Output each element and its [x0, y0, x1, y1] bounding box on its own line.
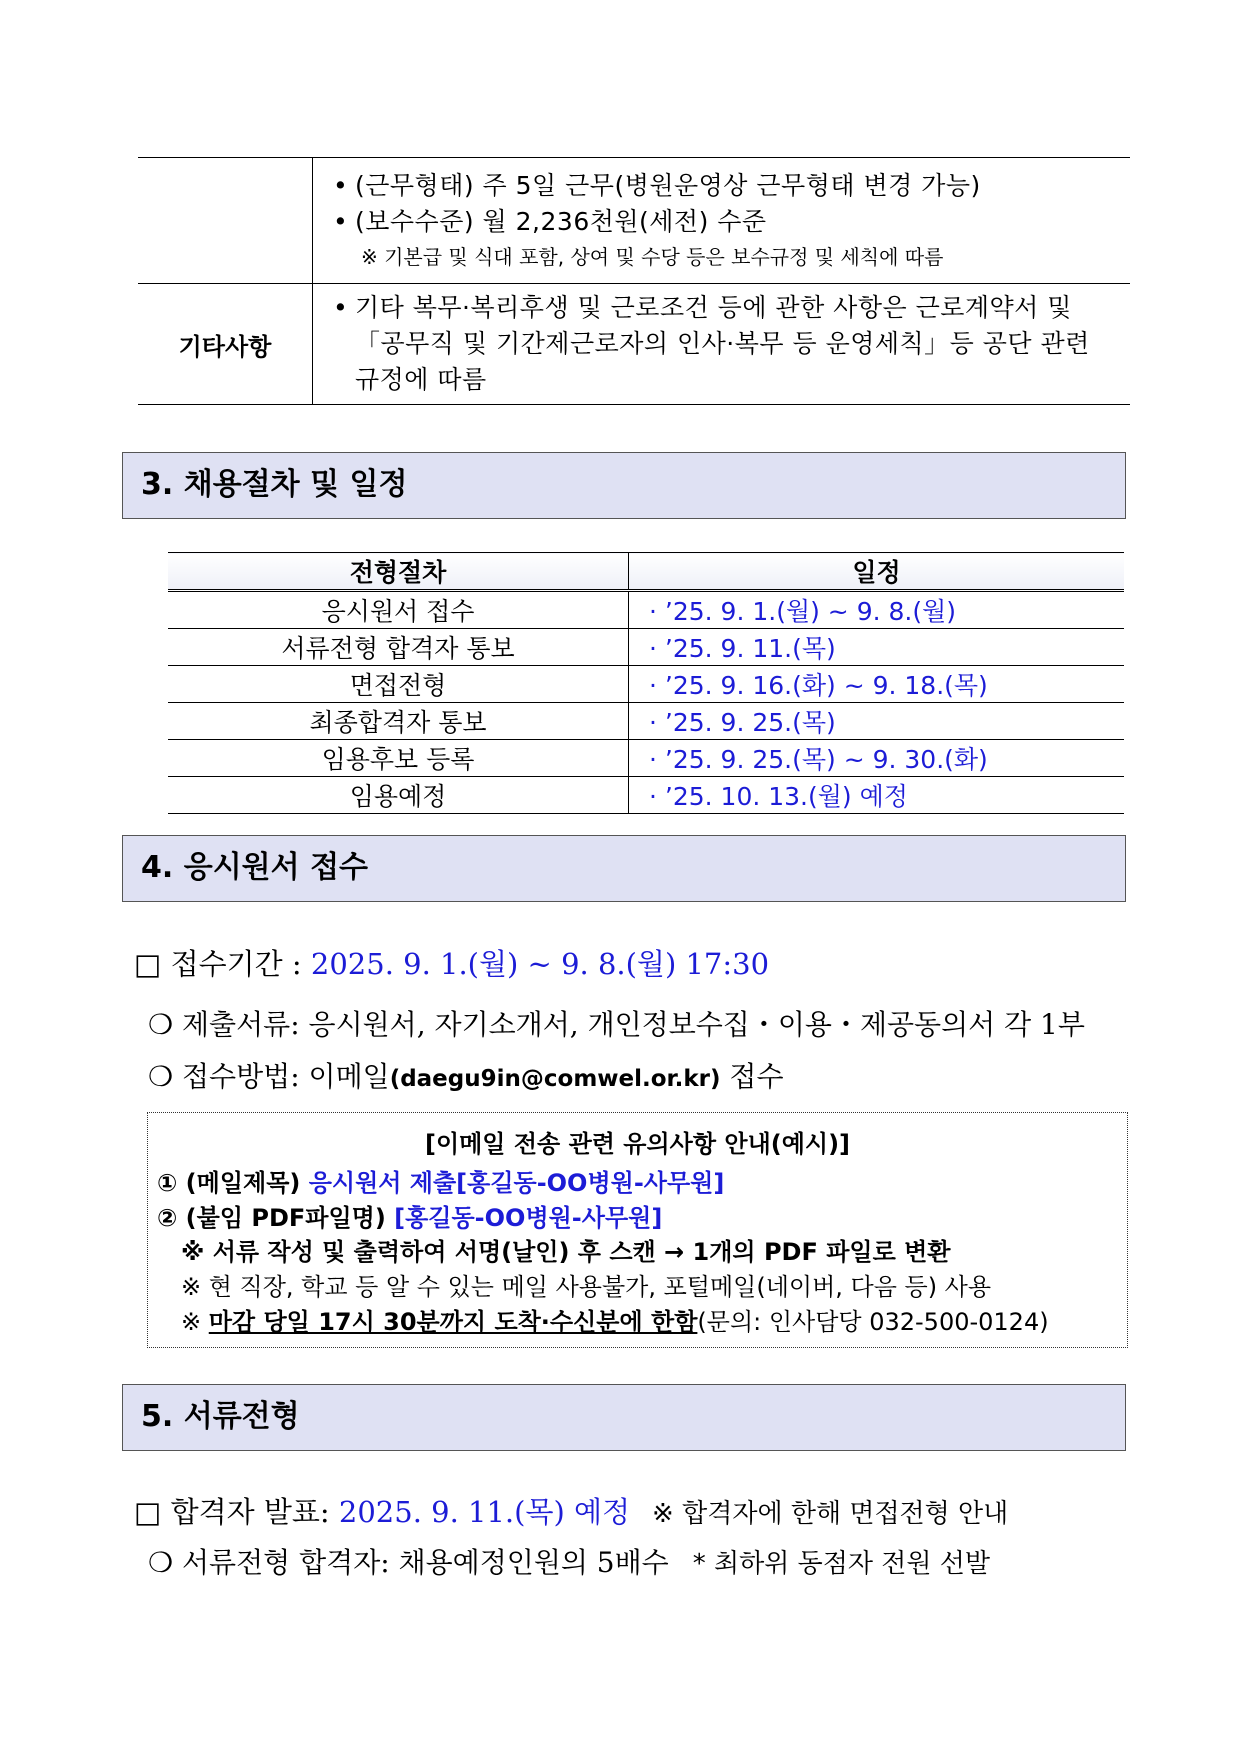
deadline-note-prefix: ※	[181, 1308, 209, 1336]
email-subject-label: ① (메일제목)	[157, 1169, 309, 1197]
pdf-filename-label: ② (붙임 PDF파일명)	[157, 1204, 395, 1232]
schedule-date: · ’25. 9. 25.(목) ~ 9. 30.(화)	[629, 740, 1125, 777]
schedule-date: · ’25. 9. 1.(월) ~ 9. 8.(월)	[629, 591, 1125, 629]
table-row	[168, 591, 1124, 629]
table-row	[168, 740, 1124, 777]
schedule-step: 응시원서 접수	[168, 591, 629, 629]
empty-label-cell	[138, 158, 313, 284]
email-notice-title: [이메일 전송 관련 유의사항 안내(예시)]	[424, 1130, 851, 1158]
email-subject-item	[157, 1163, 724, 1198]
email-restriction-note: ※ 현 직장, 학교 등 알 수 있는 메일 사용불가, 포털메일(네이버, 다음 등) 사용	[181, 1273, 992, 1301]
pass-announcement-value: 2025. 9. 11.(목) 예정	[338, 1495, 631, 1529]
application-period-value: 2025. 9. 1.(월) ~ 9. 8.(월) 17:30	[310, 947, 770, 981]
schedule-date: · ’25. 10. 13.(월) 예정	[629, 777, 1125, 814]
application-method	[148, 1055, 784, 1095]
other-matters-label: 기타사항	[138, 284, 313, 405]
section-5-header: 5. 서류전형	[122, 1384, 1126, 1451]
schedule-header-row	[168, 553, 1124, 591]
salary-bullet: • (보수수준) 월 2,236천원(세전) 수준	[333, 206, 767, 236]
other-matters-line1: • 기타 복무·복리후생 및 근로조건 등에 관한 사항은 근로계약서 및	[333, 293, 1072, 322]
deadline-note-bold: 마감 당일 17시 30분까지 도착·수신분에 한함	[208, 1308, 698, 1336]
application-method-label: ❍ 접수방법: 이메일	[148, 1060, 390, 1093]
schedule-header-step: 전형절차	[168, 553, 629, 591]
section-4-header: 4. 응시원서 접수	[122, 835, 1126, 902]
salary-note: ※ 기본급 및 식대 포함, 상여 및 수당 등은 보수규정 및 세칙에 따름	[361, 244, 944, 269]
document-screening-pass	[148, 1541, 990, 1581]
schedule-step: 최종합격자 통보	[168, 703, 629, 740]
schedule-date: · ’25. 9. 25.(목)	[629, 703, 1125, 740]
deadline-note	[181, 1302, 1049, 1337]
required-documents: ❍ 제출서류: 응시원서, 자기소개서, 개인정보수집・이용・제공동의서 각 1부	[148, 1008, 1085, 1041]
application-period	[134, 942, 769, 983]
email-subject-value: 응시원서 제출[홍길동-OO병원-사무원]	[308, 1169, 725, 1197]
pass-announcement-label: □ 합격자 발표:	[134, 1495, 339, 1529]
work-conditions-cell	[313, 158, 1131, 284]
work-type-bullet: • (근무형태) 주 5일 근무(병원운영상 근무형태 변경 가능)	[333, 170, 981, 200]
email-notice-box	[147, 1112, 1128, 1348]
document-screening-pass-text: ❍ 서류전형 합격자: 채용예정인원의 5배수	[148, 1546, 669, 1579]
tie-note: * 최하위 동점자 전원 선발	[692, 1549, 990, 1579]
conditions-table	[138, 157, 1130, 405]
schedule-table	[168, 552, 1124, 814]
application-email: (daegu9in@comwel.or.kr)	[389, 1066, 721, 1092]
other-matters-cell	[313, 284, 1131, 405]
schedule-step: 면접전형	[168, 666, 629, 703]
table-row	[168, 703, 1124, 740]
table-row	[168, 666, 1124, 703]
table-row	[168, 629, 1124, 666]
pdf-filename-value: [홍길동-OO병원-사무원]	[394, 1204, 663, 1232]
schedule-step: 임용후보 등록	[168, 740, 629, 777]
pass-announcement	[134, 1490, 1008, 1531]
schedule-header-date: 일정	[629, 553, 1125, 591]
other-matters-line2: 「공무직 및 기간제근로자의 인사·복무 등 운영세칙」등 공단 관련	[355, 329, 1090, 358]
table-row	[168, 777, 1124, 814]
pass-announcement-note: ※ 합격자에 한해 면접전형 안내	[652, 1499, 1009, 1529]
pdf-filename-item	[157, 1198, 662, 1233]
schedule-step: 임용예정	[168, 777, 629, 814]
deadline-note-contact: (문의: 인사담당 032-500-0124)	[697, 1308, 1049, 1336]
scan-note: ※ 서류 작성 및 출력하여 서명(날인) 후 스캔 → 1개의 PDF 파일로 변환	[181, 1238, 951, 1266]
application-period-label: □ 접수기간 :	[134, 947, 311, 981]
other-matters-line3: 규정에 따름	[355, 365, 487, 394]
schedule-step: 서류전형 합격자 통보	[168, 629, 629, 666]
application-method-tail: 접수	[720, 1060, 784, 1093]
schedule-date: · ’25. 9. 16.(화) ~ 9. 18.(목)	[629, 666, 1125, 703]
schedule-date: · ’25. 9. 11.(목)	[629, 629, 1125, 666]
section-3-header: 3. 채용절차 및 일정	[122, 452, 1126, 519]
